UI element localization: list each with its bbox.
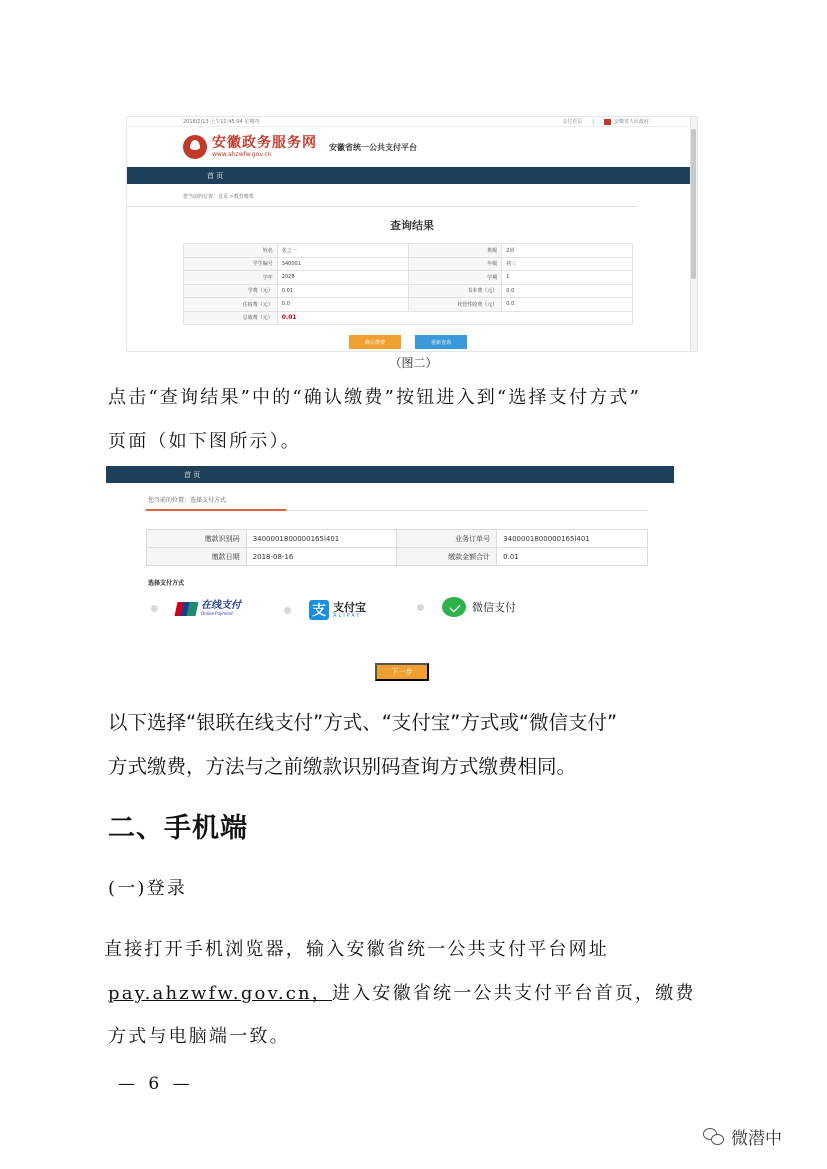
field-value: 0.0 [502, 284, 633, 298]
unionpay-sublabel: Online Payment [201, 611, 233, 616]
field-value: 0.0 [502, 298, 633, 312]
table-row [184, 271, 633, 285]
field-value: 0.01 [497, 548, 648, 566]
watermark [703, 1124, 782, 1149]
main-nav [127, 167, 697, 184]
field-value: 3400001800000165l401 [497, 530, 648, 548]
payment-method-title: 选择支付方式 [148, 580, 185, 587]
table-row [184, 298, 633, 312]
paragraph-line: 页面（如下图所示）。 [108, 431, 301, 452]
unionpay-option[interactable] [151, 601, 241, 616]
divider-accent [146, 509, 286, 511]
query-result-screenshot [126, 116, 698, 352]
unionpay-logo [176, 601, 241, 616]
field-label: 缴款金额合计 [397, 548, 497, 566]
alipay-sublabel: ALIPAY [333, 612, 362, 619]
top-info-bar [127, 117, 697, 127]
field-value: 初三 [502, 257, 633, 271]
breadcrumb: 您当前的位置：选择支付方式 [148, 497, 227, 504]
field-value: 0.01 [277, 284, 408, 298]
table-row [184, 244, 633, 258]
scrollbar-thumb[interactable] [691, 129, 696, 279]
wechat-chat-icon [703, 1128, 725, 1146]
paragraph-line: 以下选择“银联在线支付”方式、“支付宝”方式或“微信支付” [108, 711, 618, 734]
alipay-label: 支付宝 [333, 600, 366, 614]
table-row [184, 257, 633, 271]
field-label: 学生编号 [184, 257, 278, 271]
pay-home-link[interactable]: 支付首页 [562, 119, 583, 125]
datetime-text: 2018/2/13 上午11:45:04 星期四 [183, 119, 260, 125]
platform-url-link[interactable]: pay.ahzwfw.gov.cn， [108, 983, 333, 1004]
subsection-heading: (一)登录 [108, 878, 188, 899]
field-label: 住宿费（元） [184, 298, 278, 312]
table-row [147, 548, 648, 566]
platform-name: 安徽省统一公共支付平台 [329, 142, 417, 152]
field-value: 0.0 [277, 298, 408, 312]
field-label: 学年 [184, 271, 278, 285]
total-label: 总收费（元） [184, 311, 278, 325]
unionpay-radio[interactable] [151, 605, 158, 612]
site-header [127, 127, 697, 167]
unionpay-label: 在线支付 [201, 600, 241, 611]
payment-method-screenshot [106, 466, 674, 690]
wechat-radio[interactable] [417, 604, 424, 611]
field-label: 代管性收费（元） [408, 298, 502, 312]
field-value: 2028 [277, 271, 408, 285]
watermark-text: 微潜中 [731, 1129, 782, 1149]
field-label: 业务订单号 [397, 530, 497, 548]
field-value: 2018-08-16 [246, 548, 397, 566]
action-buttons [349, 335, 467, 349]
gov-link[interactable]: 安徽省人民政府 [604, 118, 649, 125]
field-label: 书本费（元） [408, 284, 502, 298]
payment-info-table [146, 529, 648, 566]
table-row [147, 530, 648, 548]
field-label: 学期 [408, 271, 502, 285]
confirm-payment-button[interactable]: 确认缴费 [349, 335, 401, 349]
breadcrumb: 您当前的位置：首页 >教育缴费 [127, 184, 637, 207]
next-step-button[interactable]: 下一步 [375, 663, 429, 681]
total-value: 0.01 [277, 311, 632, 325]
field-value: 3400001800000165l401 [246, 530, 397, 548]
page-title: 查询结果 [390, 219, 434, 232]
gov-emblem-icon [604, 119, 611, 125]
field-value: 张之一 [277, 244, 408, 258]
unionpay-icon [176, 602, 198, 616]
total-row [184, 311, 633, 325]
paragraph-line: 直接打开手机浏览器，输入安徽省统一公共支付平台网址 [104, 939, 609, 960]
logo-url: www.ahzwfw.gov.cn [212, 151, 272, 158]
alipay-radio[interactable] [284, 607, 291, 614]
site-logo[interactable] [212, 136, 317, 158]
nav-home[interactable]: 首 页 [207, 171, 224, 180]
result-table [183, 243, 633, 325]
field-value: 2班 [502, 244, 633, 258]
figure-caption: （图二） [389, 356, 438, 370]
paragraph-line: 方式与电脑端一致。 [108, 1026, 290, 1047]
wechat-option[interactable] [417, 597, 516, 617]
field-value: 1 [502, 271, 633, 285]
nav-home[interactable]: 首 页 [184, 470, 201, 479]
field-label: 班级 [408, 244, 502, 258]
site-logo-icon [183, 135, 207, 159]
section-heading: 二、手机端 [108, 813, 248, 844]
field-label: 年级 [408, 257, 502, 271]
requery-button[interactable]: 重新查询 [415, 335, 467, 349]
page-number: — 6 — [118, 1074, 194, 1094]
table-row [184, 284, 633, 298]
wechat-icon [442, 597, 466, 617]
field-value: 340001 [277, 257, 408, 271]
field-label: 学费（元） [184, 284, 278, 298]
logo-title: 安徽政务服务网 [212, 135, 317, 151]
scrollbar[interactable] [690, 117, 697, 351]
wechat-label: 微信支付 [472, 601, 516, 614]
main-nav [106, 466, 674, 483]
alipay-icon: 支 [309, 600, 329, 620]
alipay-option[interactable] [284, 600, 366, 620]
field-label: 缴款识别码 [147, 530, 247, 548]
paragraph-line: 方式缴费，方法与之前缴款识别码查询方式缴费相同。 [108, 755, 577, 778]
paragraph-line [108, 979, 696, 1005]
paragraph-text: 进入安徽省统一公共支付平台首页，缴费 [332, 983, 696, 1004]
separator: | [592, 118, 594, 125]
field-label: 姓名 [184, 244, 278, 258]
paragraph-line: 点击“查询结果”中的“确认缴费”按钮进入到“选择支付方式” [108, 387, 642, 408]
field-label: 缴款日期 [147, 548, 247, 566]
